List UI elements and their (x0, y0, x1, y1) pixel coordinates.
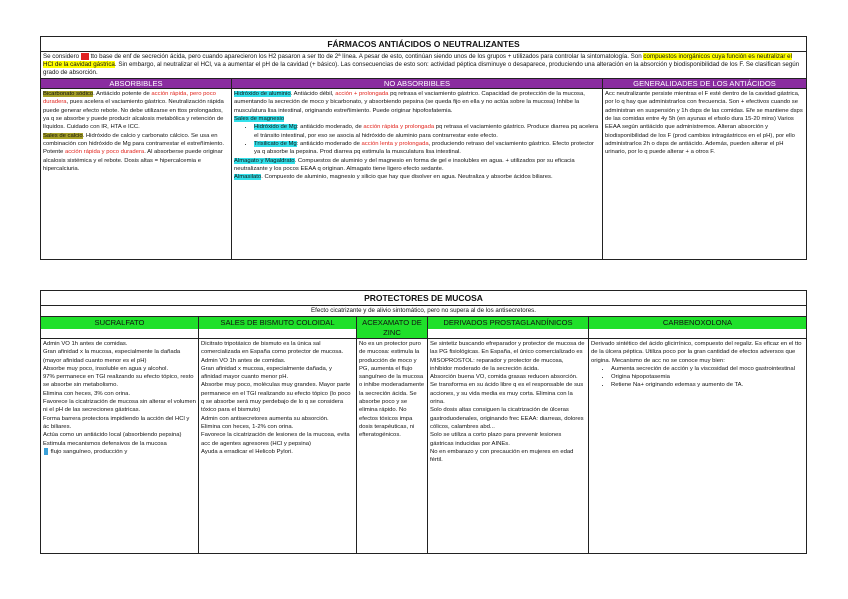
no-absorbibles-cell: Hidróxido de aluminio. Antiácido débil, acción + prolongada pq retrasa el vaciamiento gástrico. Capacidad de protección de la mucosa, aumentando la secreción de moco y bicarbonato, y absorbiendo pepsina (se queda fijo en ella y no actúa sobre la mucosa) Inhibe la musculatura lisa intestinal, originando estreñimiento. Puede originar hipofosfatemia. Sales de magnesio • Hidróxido de Mg: antiácido moderado, de acción rápida y prolongada pq retrasa el vaciamiento gástrico. Produce diarrea pq acelera el tránsito intestinal, por eso se asocia al hidróxido de aluminio para contrarrestar este efecto. • Trisilicato de Mg: antiácido moderado de acción lenta y prolongada, produciendo retraso del vaciamiento gástrico. Efecto protector ya q absorbe la pepsina. Prod diarrea pq estimula la musculatura lisa intestinal. Almagato y Magaldrato. Compuestos de aluminio y del magnesio en forma de gel e insolubles en agua. + utilizados por su eficacia neutralizante y los pocos EEAA q originan. Almagato tiene ligero efecto sedante. Almasilato. Compuesto de aluminio, magnesio y silicio que hay que disolver en agua. Neutraliza y absorbe ácidos biliares. (232, 89, 603, 260)
protectores-subtitle: Efecto cicatrizante y de alivio sintomático, pero no supera al de los antisecretores. (41, 306, 807, 317)
carbenoxolona-list (591, 365, 804, 390)
term-almagato: Almagato y Magaldrato (234, 157, 295, 164)
list-item: • Trisilicato de Mg: antiácido moderado de acción lenta y prolongada, produciendo retraso del vaciamiento gástrico. Efecto protector ya q absorbe la pepsina. Prod diarrea pq estimula la musculatura lisa intestinal. (254, 140, 600, 157)
list-item: • Retiene Na+ originando edemas y aumento de TA. (611, 381, 804, 389)
list-item: • Hidróxido de Mg: antiácido moderado, de acción rápida y prolongada pq retrasa el vaciamiento gástrico. Produce diarrea pq acelera el tránsito intestinal, por eso se asocia al hidróxido de aluminio para contrarrestar este efecto. (254, 123, 600, 140)
term-bicarbonato: Bicarbonato sódico (43, 91, 94, 98)
red-highlight-mark (81, 53, 89, 60)
generalidades-cell: Acc neutralizante persiste mientras el F esté dentro de la cavidad gástrica, por lo q hay que administrarlos con frecuencia. Son + efectivos cuando se administran en suspensión y 1h dsps de las comidas. Efe se mantiene dsps de las comidas entre 4y 5h (en ayunas el efsolo dura 15-20 mins) Varios EEAA según antiácido que administremos. Alteran absorción y biodisponibilidad de los F (prod cambios intragástricos en el pH), por ello administrarlos 2h o dsps de antiácido. Además, pueden alterar el pH urinario, por lo q puede alterar + a otros F. (603, 89, 807, 260)
header-bismuto: SALES DE BISMUTO COLOIDAL (199, 317, 357, 339)
protectores-title: PROTECTORES DE MUCOSA (41, 291, 807, 306)
up-arrow-icon (44, 448, 48, 455)
antacids-table (40, 36, 807, 260)
term-sales-magnesio: Sales de magnesio (234, 116, 285, 123)
prostaglandinicos-cell: Se sintetiz buscando efreparador y protector de mucosa de las PG fisiológicas. En España, el único comercializado es MISOPROSTOL: reparador y protector de mucosa, inhibidor moderado de la secreción ácida. Absorción buena VO, comida grasas reducen absorción. Se transforma en su ácido libre q es el responsable de sus acciones, y su vida media es muy corta. Elimina con la orina. Solo dosis altas consiguen la cicatrización de úlceras gastroduodenales, originando frec EEAA: diarreas, dolores cólicos, calambres abd... Solo se utiliza a corto plazo para prevenir lesiones gástricas inducidas por AINEs. No en embarazo y con precaución en mujeres en edad fértil. (428, 339, 589, 554)
term-hidroxido-aluminio: Hidróxido de aluminio (234, 91, 291, 98)
zinc-cell: No es un protector puro de mucosa: estimula la producción de moco y PG, aumenta el flujo sanguíneo de la mucosa o inhibe moderadamente la secreción ácida. Se absorbe poco y se elimina rápido. No efectos tóxicos impa dosis terapéuticas, ni efteratogénicos. (357, 339, 428, 554)
magnesio-list (234, 123, 600, 156)
header-carbenoxolona: CARBENOXOLONA (589, 317, 807, 339)
intro-highlight: compuestos inorgánicos cuya función es neutralizar el HCl de la cavidad gástrica (43, 53, 792, 69)
header-prostaglandinicos: DERIVADOS PROSTAGLANDÍNICOS (428, 317, 589, 339)
antacids-title: FÁRMACOS ANTIÁCIDOS O NEUTRALIZANTES (41, 37, 807, 52)
header-no-absorbibles: NO ABSORBIBLES (232, 79, 603, 89)
header-generalidades: GENERALIDADES DE LOS ANTIÁCIDOS (603, 79, 807, 89)
protectores-table (40, 290, 807, 554)
sucralfato-cell: Admin VO 1h antes de comidas. Gran afinidad x la mucosa, especialmente la dañada (mayor afinidad cuanto menor es el pH) Absorbe muy poco, insoluble en agua y alcohol. 97% permanece en TGI realizando su efecto tópico, resto se absorbe sin metabolismo. Elimina con heces, 3% con orina. Favorece la cicatrización de mucosa sin alterar el volumen ni el pH de las secreciones gástricas. Forma barrera protectora impidiendo la acción del HCl y ác biliares. Actúa como un antiácido local (absorbiendo pepsina) Estimula mecanismos defensivos de la mucosa flujo sanguíneo, producción y (41, 339, 199, 554)
header-sucralfato: SUCRALFATO (41, 317, 199, 339)
carbenoxolona-cell: Derivado sintético del ácido glicirrínico, compuesto del regaliz. Es eficaz en el tto de la úlcera péptica. Utiliza poco por la gran cantidad de efectos adversos que origina. Mecanismo de acc no se conoce muy bien: • Aumenta secreción de acción y la viscosidad del moco gastrointestinal • Origina hipopotasemia • Retiene Na+ originando edemas y aumento de TA. (589, 339, 807, 554)
antacids-intro: Se considero tto base de enf de secreción ácida, pero cuando aparecieron los H2 pasaron a ser tto de 2ª línea. A pesar de esto, continúan siendo unos de los grupos + utilizados para controlar la sintomatología. Son compuestos inorgánicos cuya función es neutralizar el HCl de la cavidad gástrica. Sin embargo, al neutralizar el HCl, va a aumentar el pH de la cavidad (+ básico). Las consecuencias de esto son: actividad péptica disminuye o desaparece, produciendo una alteración en la absorción y biodisponibilidad de los F. Se clasifican según grado de absorción. (41, 52, 807, 79)
header-zinc: ACEXAMATO DE ZINC (357, 317, 428, 339)
list-item: • Origina hipopotasemia (611, 373, 804, 381)
bismuto-cell: Dicitrato tripotásico de bismuto es la única sal comercializada en España como protector de mucosa. Admin VO 1h antes de comidas. Gran afinidad x mucosa, especialmente dañada, y afinidad mayor cuanto menor pH. Absorbe muy poco, moléculas muy grandes. Mayor parte permanece en el TGI realizando su efecto tópico (lo poco q se absorbe será muy perdebajo de lo q se considera tóxico para el bismuto) Admin con antisecretores aumenta su absorción. Elimina con heces, 1-2% con orina. Favorece la cicatrización de lesiones de la mucosa, evita acc de agentes agresores (HCl y pepsina) Ayuda a erradicar el Helicob Pylori. (199, 339, 357, 554)
absorbibles-cell: Bicarbonato sódico. Antiácido potente de acción rápida, pero poco duradera, pues acelera el vaciamiento gástrico. Neutralización rápida puede generar efecto rebote. No debe utilizarse en ttos prolongados, ya q se absorbe y puede producir alcalosis metabólica y retención de líquidos. Cuidado con IR, HTA e ICC. Sales de calcio. Hidróxido de calcio y carbonato cálcico. Se usa en combinación con hidróxido de Mg para contrarrestar el estreñimiento. Potente acción rápida y poco duradera. Al absorberse puede originar alcalosis sistémica y el rebote. Dosis altas = hipercalcemia e hipercalciuria. (41, 89, 232, 260)
header-absorbibles: ABSORBIBLES (41, 79, 232, 89)
term-almasilato: Almasilato (234, 174, 262, 181)
term-sales-calcio: Sales de calcio (43, 132, 83, 139)
list-item: • Aumenta secreción de acción y la viscosidad del moco gastrointestinal (611, 365, 804, 373)
